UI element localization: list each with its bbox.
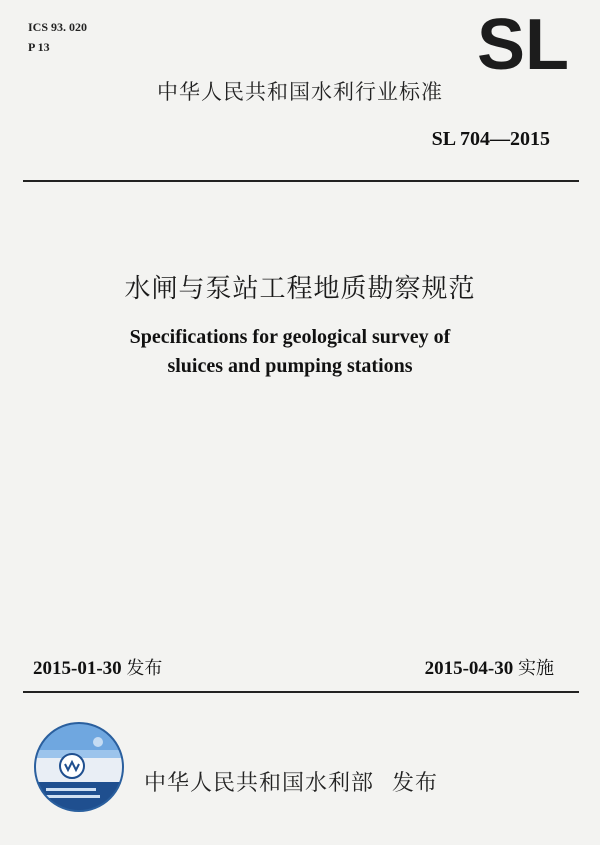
title-chinese: 水闸与泵站工程地质勘察规范: [124, 274, 476, 304]
sl-logo-icon: [468, 12, 578, 76]
industry-standard-heading: 中华人民共和国水利行业标准: [157, 80, 443, 104]
title-english-line1: Specifications for geological survey of: [129, 326, 451, 348]
title-english-line2: sluices and pumping stations: [167, 355, 413, 377]
classification-code: P 13: [28, 40, 50, 54]
anti-counterfeit-seal-icon: [32, 720, 126, 814]
sl-logo-text: SL: [476, 12, 570, 76]
implementation-label: 实施: [518, 658, 554, 679]
issue-date-block: [33, 654, 162, 680]
bottom-divider: [23, 691, 579, 693]
publish-label: 发布: [392, 771, 439, 796]
issue-date: 2015-01-30: [33, 658, 122, 679]
implementation-date: 2015-04-30: [424, 658, 514, 679]
top-divider: [23, 180, 579, 182]
issue-label: 发布: [126, 658, 163, 679]
publisher-name: 中华人民共和国水利部: [144, 771, 375, 796]
publisher-line: [144, 766, 438, 797]
ics-code: ICS 93. 020: [28, 20, 88, 34]
implementation-date-block: [425, 654, 554, 680]
standard-number: SL 704—2015: [431, 128, 550, 150]
